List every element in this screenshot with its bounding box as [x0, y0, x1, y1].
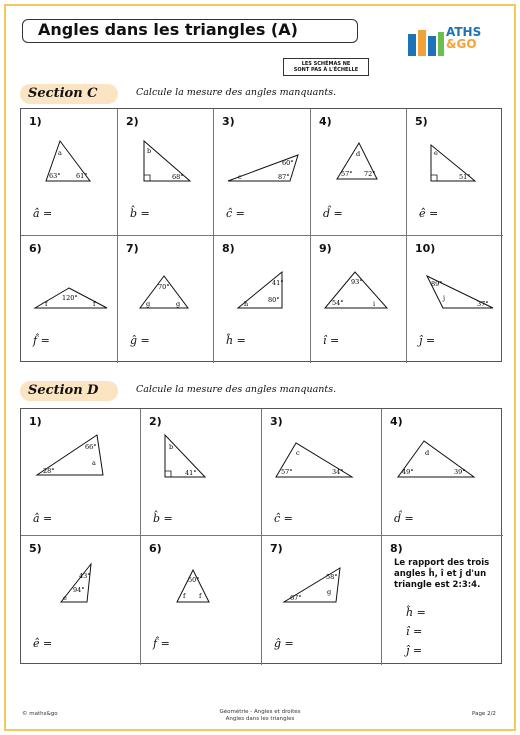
question-number: 7) [126, 242, 139, 255]
angle-label: 66° [85, 443, 97, 451]
angle-label: 70° [158, 283, 170, 291]
footer-center [0, 709, 520, 723]
c-cell-6 [21, 236, 118, 363]
c-cell-1 [21, 109, 118, 236]
angle-label: e [63, 594, 67, 602]
answer-prompt[interactable]: ĉ = [226, 207, 245, 220]
triangle-figure [177, 570, 227, 614]
angle-label: 41° [185, 469, 197, 477]
triangle-figure [398, 441, 488, 481]
answer-prompt[interactable]: d̂ = [323, 207, 343, 220]
question-number: 4) [319, 115, 332, 128]
angle-label: 41° [272, 279, 284, 287]
question-number: 3) [222, 115, 235, 128]
angle-label: h [244, 300, 249, 308]
d-cell-1 [21, 409, 141, 536]
angle-label: 63° [49, 172, 61, 180]
logo-line-2: &GO [446, 37, 477, 51]
question-number: 5) [29, 542, 42, 555]
answer-prompt-h[interactable]: ĥ = [406, 606, 426, 619]
scale-note [283, 58, 369, 76]
angle-label: i [373, 300, 376, 308]
answer-prompt[interactable]: ĉ = [274, 512, 293, 525]
question-number: 6) [149, 542, 162, 555]
c-cell-10 [407, 236, 503, 363]
c-cell-5 [407, 109, 503, 236]
triangle-figure [165, 435, 235, 485]
answer-prompt[interactable]: b̂ = [130, 207, 150, 220]
angle-label: g [327, 588, 332, 596]
angle-label: 54° [332, 299, 344, 307]
answer-prompt[interactable]: ĝ = [130, 334, 150, 347]
angle-label: g [176, 300, 181, 308]
angle-label: 89° [431, 280, 443, 288]
question-number: 8) [222, 242, 235, 255]
answer-prompt-j[interactable]: ĵ = [406, 644, 423, 657]
logo-text [446, 26, 481, 50]
d-cell-7 [262, 536, 382, 665]
angle-label: 87° [278, 173, 290, 181]
angle-label: 51° [459, 173, 471, 181]
angle-label: g [146, 300, 151, 308]
section-d-label: Section D [28, 383, 99, 398]
angle-label: j [443, 294, 446, 302]
answer-prompt-i[interactable]: î = [406, 625, 423, 638]
angle-label: 67° [290, 594, 302, 602]
d-cell-4 [382, 409, 503, 536]
angle-label: 50° [188, 576, 200, 584]
angle-label: d [425, 449, 430, 457]
angle-label: 37° [477, 300, 489, 308]
triangle-figure [228, 153, 308, 193]
answer-prompt[interactable]: ê = [419, 207, 439, 220]
footer-topic: Géométrie - Angles et droites [219, 709, 301, 715]
c-cell-2 [118, 109, 214, 236]
angle-label: 57° [281, 468, 293, 476]
question-number: 6) [29, 242, 42, 255]
angle-label: 94° [73, 586, 85, 594]
angle-label: 93° [351, 278, 363, 286]
footer-copyright: © maths&go [22, 711, 58, 717]
triangle-figure [37, 435, 127, 485]
scale-note-line-1: LES SCHÉMAS NE [301, 61, 351, 67]
angle-label: 120° [62, 294, 78, 302]
question-number: 5) [415, 115, 428, 128]
section-d-instruction: Calcule la mesure des angles manquants. [136, 384, 337, 395]
angle-label: 72° [364, 170, 376, 178]
triangle-figure [337, 143, 397, 183]
question-number: 4) [390, 415, 403, 428]
c-cell-3 [214, 109, 311, 236]
answer-prompt[interactable]: ĥ = [226, 334, 246, 347]
triangle-figure [46, 139, 116, 189]
answer-prompt[interactable]: â = [33, 512, 53, 525]
question-number: 1) [29, 115, 42, 128]
answer-prompt[interactable]: d̂ = [394, 512, 414, 525]
angle-label: b [147, 147, 152, 155]
footer-page-number: Page 2/2 [472, 711, 496, 717]
question-number: 7) [270, 542, 283, 555]
logo-line-1: ATHS [446, 25, 482, 39]
angle-label: f [199, 592, 202, 600]
answer-prompt[interactable]: â = [33, 207, 53, 220]
triangle-figure [35, 280, 115, 320]
question-number: 8) [390, 542, 403, 555]
triangle-figure [140, 276, 200, 316]
answer-prompt[interactable]: ĝ = [274, 637, 294, 650]
triangle-figure [61, 564, 121, 614]
triangle-figure [427, 276, 501, 316]
question-number: 2) [149, 415, 162, 428]
footer-subtopic: Angles dans les triangles [225, 716, 295, 722]
triangle-figure [431, 143, 491, 187]
angle-label: c [238, 173, 242, 181]
angle-label: 57° [341, 170, 353, 178]
angle-label: 43° [79, 572, 91, 580]
question-number: 3) [270, 415, 283, 428]
section-d-grid [20, 408, 502, 664]
answer-prompt[interactable]: ê = [33, 637, 53, 650]
d-cell-6 [141, 536, 262, 665]
page-title: Angles dans les triangles (A) [38, 20, 298, 39]
angle-label: f [183, 592, 186, 600]
triangle-figure [144, 139, 214, 189]
answer-prompt[interactable]: f̂ = [33, 334, 50, 347]
angle-label: c [296, 449, 300, 457]
angle-label: 58° [326, 573, 338, 581]
question-number: 1) [29, 415, 42, 428]
section-c-grid [20, 108, 502, 362]
question-number: 2) [126, 115, 139, 128]
angle-label: 28° [43, 467, 55, 475]
angle-label: 49° [402, 468, 414, 476]
answer-prompt[interactable]: f̂ = [153, 637, 170, 650]
d-cell-3 [262, 409, 382, 536]
angle-label: b [169, 443, 174, 451]
d-cell-2 [141, 409, 262, 536]
angle-label: d [356, 150, 361, 158]
angle-label: 68° [172, 173, 184, 181]
angle-label: 34° [332, 468, 344, 476]
c-cell-4 [311, 109, 407, 236]
angle-label: 39° [454, 468, 466, 476]
angle-label: f [93, 300, 96, 308]
section-c-instruction: Calcule la mesure des angles manquants. [136, 87, 337, 98]
ratio-note: Le rapport des trois angles ĥ, î et ĵ d'un triangle est 2:3:4. [394, 558, 490, 590]
d-cell-5 [21, 536, 141, 665]
angle-label: a [58, 149, 62, 157]
section-c-label: Section C [28, 86, 98, 101]
angle-label: 61° [76, 172, 88, 180]
c-cell-7 [118, 236, 214, 363]
question-number: 9) [319, 242, 332, 255]
scale-note-line-2: SONT PAS À L'ÉCHELLE [293, 67, 359, 73]
angle-label: e [434, 149, 438, 157]
answer-prompt[interactable]: î = [323, 334, 340, 347]
triangle-figure [238, 272, 298, 318]
question-number: 10) [415, 242, 436, 255]
c-cell-8 [214, 236, 311, 363]
answer-prompt[interactable]: ĵ = [419, 334, 436, 347]
d-cell-8 [382, 536, 503, 665]
angle-label: 60° [282, 159, 294, 167]
c-cell-9 [311, 236, 407, 363]
angle-label: 80° [268, 296, 280, 304]
triangle-figure [276, 443, 366, 483]
angle-label: a [92, 459, 96, 467]
answer-prompt[interactable]: b̂ = [153, 512, 173, 525]
triangle-figure [284, 568, 364, 614]
angle-label: f [45, 300, 48, 308]
triangle-figure [325, 272, 405, 318]
